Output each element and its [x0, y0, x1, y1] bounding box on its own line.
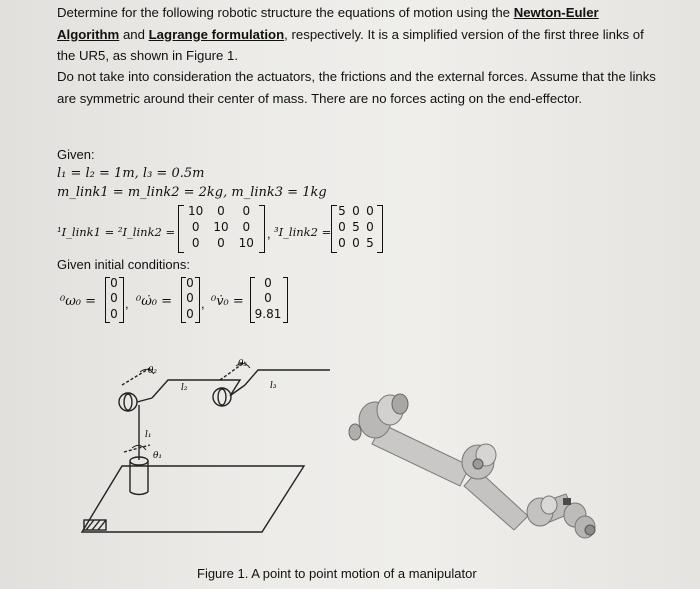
- matrix-cell: 0: [191, 220, 200, 234]
- lagrange-link[interactable]: Lagrange formulation: [148, 26, 285, 42]
- joint-3: [213, 388, 231, 406]
- statement-part-2: and: [119, 26, 149, 42]
- l2-label: l₂: [181, 383, 188, 393]
- vector-entry: 0: [110, 276, 118, 290]
- page: Determine for the following robotic structure the equations of motion using the Newton-Euler Algorithm and Lagrange formulation, respectively. It is a simplified version of the first three links of the UR5, as shown in Figure 1. Do not take into consideration the actuators, the frictions and the external forces. Assume that the links are symmetric around their center of mass. There are no forces acting on the end-effector. Given: l₁ = l₂ = 1m, l₃ = 0.5m m_link1 = m_link2 = 2kg, m_link3 = 1kg ¹I_link1 = ²I_link2 = 10 0 0 0 10 0 0 0 10 , ³I_link2 = 5 0 0 0 5 0 0 0 5 Given initial conditions: ⁰ω₀ = 0 0 0 , ⁰ω̇₀ = 0 0 0 , ⁰v̇₀ = 0 0 9.81 θ₂ θ₃ θ₁ l₁ l₂ l₃ Figure 1. A point to point motion of a manipulator: [0, 0, 700, 589]
- inertia-3-label: ³I_link2 =: [274, 225, 332, 239]
- omega-label: ⁰ω₀ =: [60, 294, 97, 309]
- l3-label: l₃: [270, 381, 277, 391]
- base-plate: [82, 466, 304, 532]
- theta-1-label: θ₁: [153, 451, 163, 461]
- matrix-cell: 0: [242, 204, 251, 218]
- matrix-cell: 0: [352, 204, 360, 218]
- matrix-cell: 0: [242, 220, 251, 234]
- assumptions-paragraph: Do not take into consideration the actuators, the frictions and the external forces. Assume that the links are symmetric around their center of mass. There are no forces acting on the end-effector.: [57, 69, 656, 106]
- link-3: [245, 370, 330, 385]
- matrix-cell: 0: [366, 204, 374, 218]
- link-lengths: l₁ = l₂ = 1m, l₃ = 0.5m: [57, 166, 205, 181]
- omega-dot-label: ⁰ω̇₀ =: [136, 294, 173, 309]
- vector-entry: 0: [264, 291, 272, 306]
- initial-conditions-heading: Given initial conditions:: [57, 257, 190, 272]
- vector-entry: 0: [264, 276, 272, 290]
- vector-entry: 0: [186, 291, 194, 306]
- figure-caption: Figure 1. A point to point motion of a manipulator: [197, 566, 477, 581]
- matrix-cell: 0: [366, 220, 374, 234]
- matrix-cell: 5: [366, 236, 374, 250]
- v-dot-label: ⁰v̇₀ =: [211, 294, 244, 309]
- statement-part-3: , respectively. It is a simplified version of the first three links of the UR5, as shown in Figure 1.: [57, 26, 644, 63]
- vector-entry: 0: [110, 291, 118, 306]
- vector-entry: 0: [186, 276, 194, 290]
- matrix-cell: 0: [217, 204, 225, 218]
- matrix-cell: 10: [213, 220, 229, 234]
- theta-2-label: θ₂: [148, 366, 158, 376]
- matrix-cell: 10: [188, 204, 204, 218]
- matrix-cell: 0: [338, 220, 346, 234]
- vector-entry: 0: [110, 306, 118, 321]
- ur5-robot-illustration: [349, 394, 595, 538]
- link-masses: m_link1 = m_link2 = 2kg, m_link3 = 1kg: [57, 185, 327, 200]
- given-heading: Given:: [57, 147, 95, 162]
- vector-entry: 9.81: [254, 306, 282, 321]
- matrix-cell: 0: [217, 236, 225, 250]
- theta-3-label: θ₃: [238, 359, 248, 369]
- matrix-cell: 5: [338, 204, 346, 218]
- vector-entry: 0: [186, 306, 194, 321]
- matrix-cell: 10: [238, 236, 254, 250]
- matrix-cell: 0: [191, 236, 200, 250]
- inertia-12-label: ¹I_link1 = ²I_link2 =: [57, 225, 176, 239]
- matrix-cell: 0: [352, 236, 360, 250]
- joint-2: [119, 393, 137, 411]
- matrix-cell: 5: [352, 220, 360, 234]
- matrix-cell: 0: [338, 236, 346, 250]
- statement-part-1: Determine for the following robotic structure the equations of motion using the: [57, 5, 514, 20]
- newton-euler-link[interactable]: Newton-Euler Algorithm: [57, 5, 599, 42]
- l1-label: l₁: [145, 430, 152, 440]
